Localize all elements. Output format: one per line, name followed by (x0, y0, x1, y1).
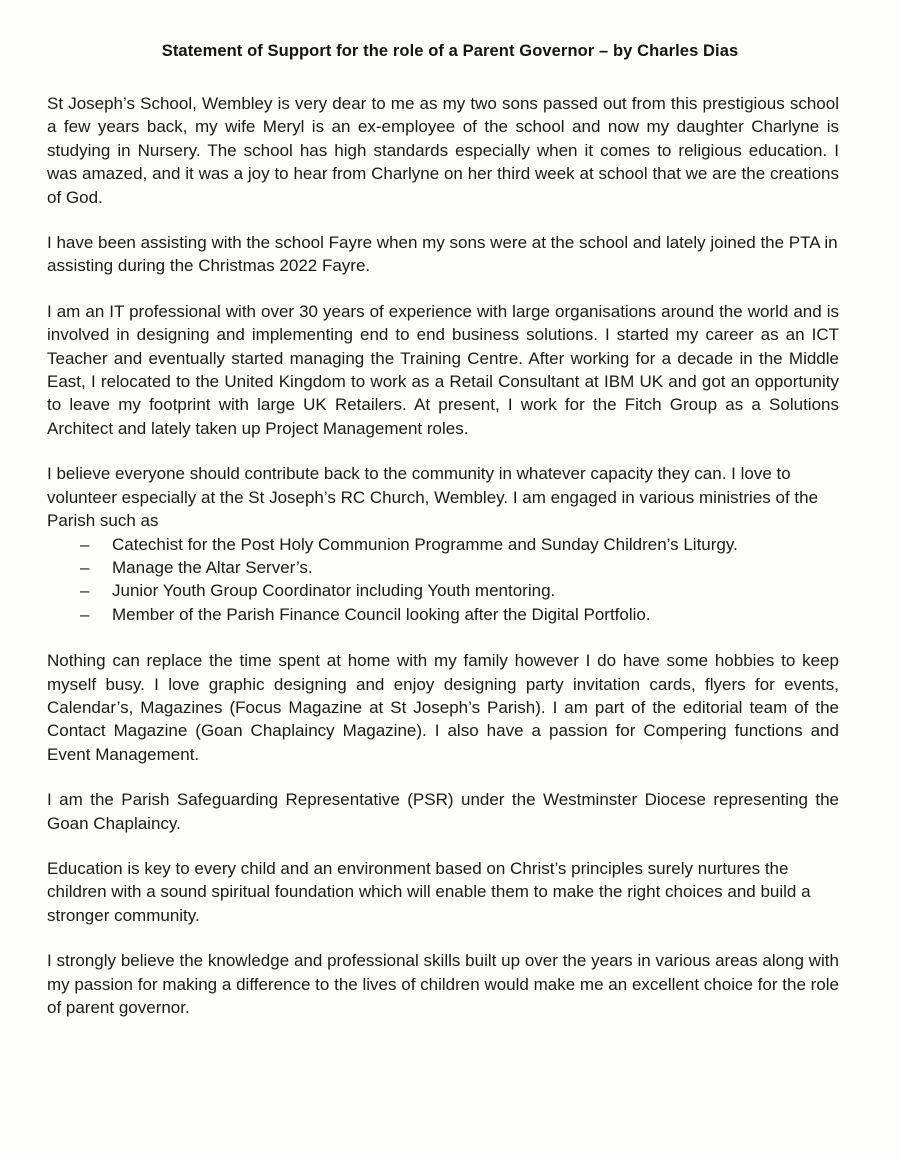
paragraph-conclusion: I strongly believe the knowledge and professional skills built up over the years in various areas along with my passion for making a difference to the lives of children would make me an excellent choice for the role of parent governor. (47, 951, 839, 1017)
list-item-text: Member of the Parish Finance Council looking after the Digital Portfolio. (112, 604, 651, 624)
paragraph-hobbies: Nothing can replace the time spent at home with my family however I do have some hobbies to keep myself busy. I love graphic designing and enjoy designing party invitation cards, flyers for events, Calendar’s, Magazines (Focus Magazine at St Joseph’s Parish). I am part of the editorial team of the Contact Magazine (Goan Chaplaincy Magazine). I also have a passion for Compering functions and Event Management. (47, 651, 839, 764)
paragraph-school: St Joseph’s School, Wembley is very dear to me as my two sons passed out from this prestigious school a few years back, my wife Meryl is an ex-employee of the school and now my daughter Charlyne is studying in Nursery. The school has high standards especially when it comes to religious education. I was amazed, and it was a joy to hear from Charlyne on her third week at school that we are the creations of God. (47, 94, 839, 207)
document-body (47, 92, 839, 1041)
list-item (47, 533, 839, 556)
bullet-dash: – (80, 581, 90, 601)
paragraph-community: I believe everyone should contribute back to the community in whatever capacity they can. I love to volunteer especially at the St Joseph’s RC Church, Wembley. I am engaged in various ministries of the Parish such as (47, 464, 819, 531)
paragraph-career: I am an IT professional with over 30 years of experience with large organisations around the world and is involved in designing and implementing end to end business solutions. I started my career as an ICT Teacher and eventually started managing the Training Centre. After working for a decade in the Middle East, I relocated to the United Kingdom to work as a Retail Consultant at IBM UK and got an opportunity to leave my footprint with large UK Retailers. At present, I work for the Fitch Group as a Solutions Architect and lately taken up Project Management roles. (47, 301, 839, 438)
paragraph-safeguarding: I am the Parish Safeguarding Representative (PSR) under the Westminster Diocese representing the Goan Chaplaincy. (47, 790, 839, 833)
ministries-list (47, 533, 839, 627)
document-title: Statement of Support for the role of a Parent Governor – by Charles Dias (161, 42, 739, 60)
list-item-text: Manage the Altar Server’s. (112, 557, 313, 577)
list-item-text: Junior Youth Group Coordinator including Youth mentoring. (112, 581, 556, 601)
bullet-dash: – (80, 534, 90, 554)
bullet-dash: – (80, 604, 90, 624)
list-item (47, 579, 839, 602)
paragraph-education: Education is key to every child and an environment based on Christ’s principles surely nurtures the children with a sound spiritual foundation which will enable them to make the right choices and build a stronger community. (47, 858, 811, 925)
bullet-dash: – (80, 557, 90, 577)
paragraph-fayre: I have been assisting with the school Fayre when my sons were at the school and lately joined the PTA in assisting during the Christmas 2022 Fayre. (47, 233, 838, 276)
list-item (47, 603, 839, 626)
list-item-text: Catechist for the Post Holy Communion Programme and Sunday Children’s Liturgy. (112, 534, 738, 554)
list-item (47, 556, 839, 579)
